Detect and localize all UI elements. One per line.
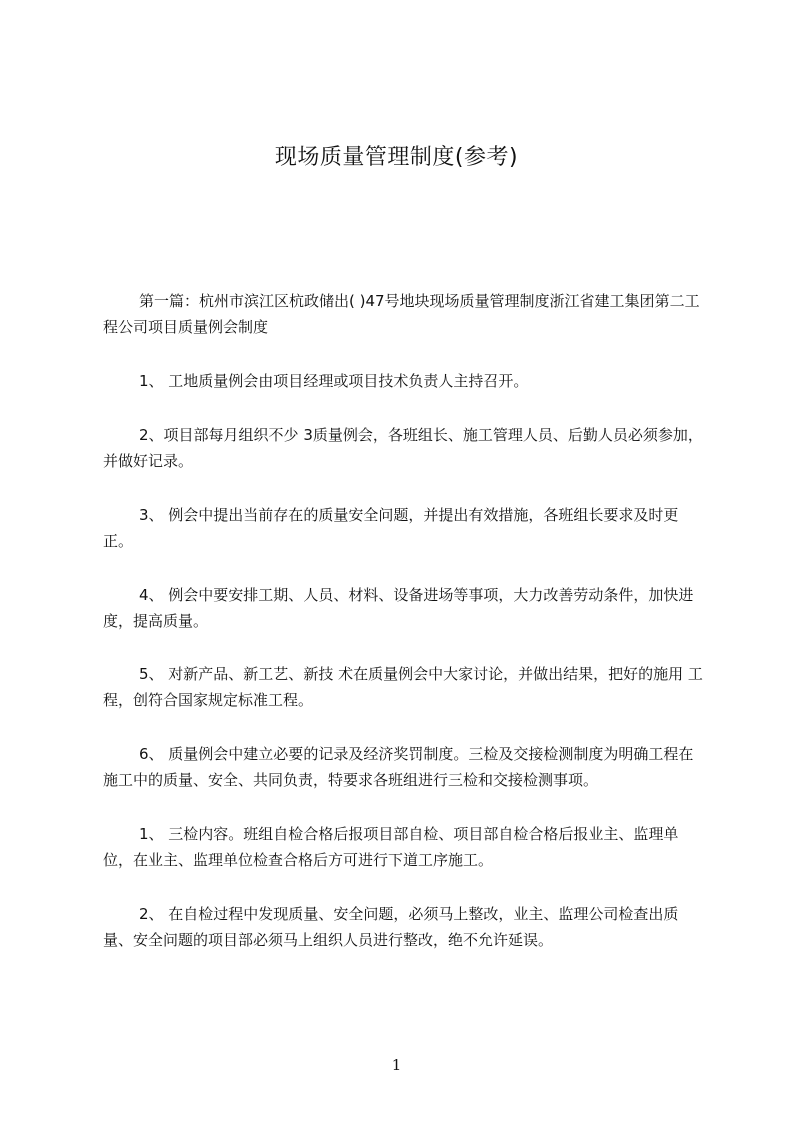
paragraph-check-1: 1、 三检内容。班组自检合格后报项目部自检、项目部自检合格后报业主、监理单位，在业主、监理单位检查合格后方可进行下道工序施工。 (103, 825, 679, 869)
paragraph-item-6: 6、 质量例会中建立必要的记录及经济奖罚制度。三检及交接检测制度为明确工程在施工中的质量、安全、共同负责，特要求各班组进行三检和交接检测事项。 (103, 745, 694, 789)
paragraph-item-2: 2、项目部每月组织不少 3质量例会，各班组长、施工管理人员、后勤人员必须参加，并做好记录。 (103, 426, 703, 470)
paragraph-item-4: 4、 例会中要安排工期、人员、材料、设备进场等事项，大力改善劳动条件，加快进度，提高质量。 (103, 586, 694, 630)
paragraph-item-5: 5、 对新产品、新工艺、新技 术在质量例会中大家讨论，并做出结果，把好的施用 工程，创符合国家规定标准工程。 (103, 665, 703, 709)
paragraph-intro: 第一篇：杭州市滨江区杭政储出( )47号地块现场质量管理制度浙江省建工集团第二工程公司项目质量例会制度 (103, 292, 700, 336)
page-number: 1 (391, 1056, 402, 1074)
paragraph-item-1: 1、 工地质量例会由项目经理或项目技术负责人主持召开。 (139, 372, 529, 390)
paragraph-item-3: 3、 例会中提出当前存在的质量安全问题，并提出有效措施，各班组长要求及时更正。 (103, 506, 679, 550)
paragraph-check-2: 2、 在自检过程中发现质量、安全问题，必须马上整改，业主、监理公司检查出质量、安全问题的项目部必须马上组织人员进行整改，绝不允许延误。 (103, 905, 679, 949)
document-title: 现场质量管理制度(参考) (274, 145, 519, 170)
